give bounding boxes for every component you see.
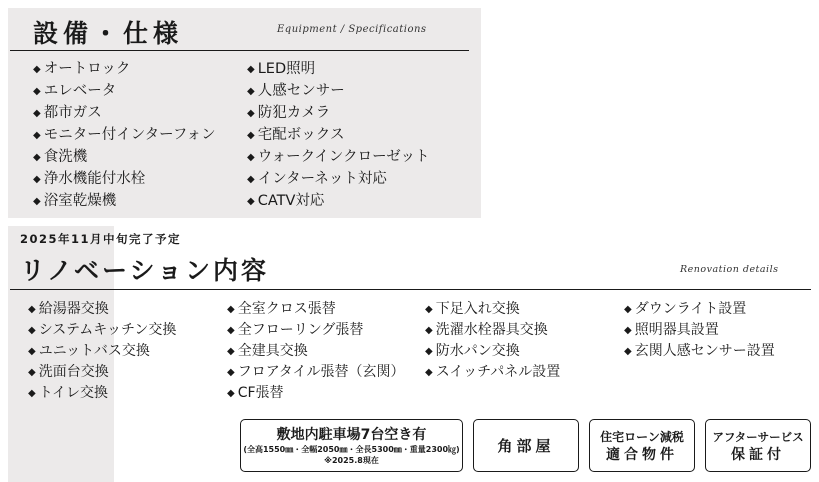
renovation-item-label: 洗面台交換 (38, 364, 109, 380)
renovation-item (425, 299, 560, 320)
bullet-icon: ◆ (227, 346, 235, 357)
loan-tax-badge-line1: 住宅ローン減税 (600, 429, 684, 444)
equipment-item (33, 102, 216, 124)
bullet-icon: ◆ (247, 196, 255, 207)
renovation-rule (10, 289, 811, 290)
bullet-icon: ◆ (33, 64, 41, 75)
bullet-icon: ◆ (247, 86, 255, 97)
renovation-item-label: 下足入れ交換 (435, 301, 520, 317)
renovation-item (227, 299, 404, 320)
equipment-item (247, 190, 430, 212)
renovation-item (28, 383, 176, 404)
renovation-item-label: 全室クロス張替 (237, 301, 336, 317)
equipment-item (33, 80, 216, 102)
renovation-item-label: 全建具交換 (237, 343, 308, 359)
bullet-icon: ◆ (227, 325, 235, 336)
renovation-item (425, 341, 560, 362)
equipment-item (33, 58, 216, 80)
equipment-item (247, 124, 430, 146)
renovation-item-label: 給湯器交換 (38, 301, 109, 317)
bullet-icon: ◆ (33, 196, 41, 207)
parking-badge-title: 敷地内駐車場7台空き有 (276, 426, 427, 443)
renovation-item-label: ユニットバス交換 (38, 343, 150, 359)
equipment-item-label: インターネット対応 (257, 171, 387, 187)
bullet-icon: ◆ (247, 64, 255, 75)
renovation-item-label: 全フローリング張替 (237, 322, 364, 338)
renovation-list-3 (425, 299, 560, 383)
renovation-item-label: システムキッチン交換 (38, 322, 177, 338)
renovation-item-label: 防水パン交換 (435, 343, 520, 359)
equipment-item-label: LED照明 (257, 61, 316, 77)
parking-badge-note: ※2025.8現在 (324, 455, 379, 465)
after-service-badge-line2: 保証付 (731, 446, 785, 463)
parking-badge-dimensions: (全高1550㎜・全幅2050㎜・全長5300㎜・重量2300㎏) (243, 444, 460, 454)
bullet-icon: ◆ (33, 130, 41, 141)
renovation-item (425, 362, 560, 383)
equipment-item-label: 食洗機 (43, 149, 88, 165)
loan-tax-badge (589, 419, 695, 472)
bullet-icon: ◆ (227, 367, 235, 378)
bullet-icon: ◆ (33, 108, 41, 119)
renovation-title: リノベーション内容 (20, 256, 270, 285)
equipment-item (247, 168, 430, 190)
renovation-item (227, 341, 404, 362)
equipment-item (247, 80, 430, 102)
renovation-list-1 (28, 299, 176, 404)
after-service-badge (705, 419, 811, 472)
bullet-icon: ◆ (227, 304, 235, 315)
renovation-item-label: フロアタイル張替（玄関） (237, 364, 405, 380)
parking-badge (240, 419, 463, 472)
equipment-item-label: 都市ガス (43, 105, 102, 121)
renovation-item-label: スイッチパネル設置 (435, 364, 561, 380)
renovation-item-label: ダウンライト設置 (634, 301, 747, 317)
equipment-item (33, 190, 216, 212)
bullet-icon: ◆ (33, 174, 41, 185)
renovation-list-4 (624, 299, 775, 362)
bullet-icon: ◆ (247, 174, 255, 185)
loan-tax-badge-line2: 適合物件 (606, 446, 678, 463)
bullet-icon: ◆ (425, 346, 433, 357)
renovation-item-label: トイレ交換 (38, 385, 109, 401)
equipment-list-left (33, 58, 216, 212)
equipment-item (247, 102, 430, 124)
equipment-title: 設備・仕様 (33, 19, 184, 48)
renovation-item (624, 341, 775, 362)
equipment-item-label: ウォークインクローゼット (257, 149, 430, 165)
equipment-item (247, 58, 430, 80)
equipment-item-label: 防犯カメラ (257, 105, 331, 121)
equipment-item-label: モニター付インターフォン (43, 127, 216, 143)
equipment-item-label: 宅配ボックス (257, 127, 345, 143)
bullet-icon: ◆ (425, 304, 433, 315)
renovation-item (28, 362, 176, 383)
bullet-icon: ◆ (28, 325, 36, 336)
corner-room-badge-label: 角部屋 (497, 436, 555, 455)
renovation-list-2 (227, 299, 404, 404)
bullet-icon: ◆ (28, 346, 36, 357)
renovation-item-label: 洗濯水栓器具交換 (435, 322, 548, 338)
equipment-item-label: 人感センサー (257, 83, 345, 99)
bullet-icon: ◆ (33, 86, 41, 97)
bullet-icon: ◆ (624, 346, 632, 357)
renovation-item (227, 383, 404, 404)
renovation-item (227, 362, 404, 383)
bullet-icon: ◆ (247, 108, 255, 119)
renovation-item-label: 照明器具設置 (634, 322, 719, 338)
renovation-item (28, 341, 176, 362)
corner-room-badge (473, 419, 579, 472)
equipment-subtitle: Equipment / Specifications (277, 24, 427, 35)
renovation-item (227, 320, 404, 341)
equipment-item (33, 124, 216, 146)
bullet-icon: ◆ (227, 388, 235, 399)
bullet-icon: ◆ (33, 152, 41, 163)
bullet-icon: ◆ (624, 325, 632, 336)
equipment-rule (10, 50, 469, 51)
equipment-item-label: オートロック (43, 61, 131, 77)
bullet-icon: ◆ (425, 325, 433, 336)
renovation-item (28, 320, 176, 341)
renovation-subtitle: Renovation details (680, 264, 779, 275)
renovation-item-label: 玄関人感センサー設置 (634, 343, 775, 359)
renovation-item (624, 299, 775, 320)
equipment-item (33, 168, 216, 190)
bullet-icon: ◆ (28, 367, 36, 378)
equipment-item-label: CATV対応 (257, 193, 325, 209)
bullet-icon: ◆ (28, 304, 36, 315)
equipment-list-right (247, 58, 430, 212)
completion-date: 2025年11月中旬完了予定 (20, 232, 182, 246)
after-service-badge-line1: アフターサービス (712, 429, 804, 444)
equipment-item-label: 浴室乾燥機 (43, 193, 117, 209)
renovation-item-label: CF張替 (237, 385, 284, 401)
renovation-item (624, 320, 775, 341)
renovation-item (28, 299, 176, 320)
equipment-item (33, 146, 216, 168)
bullet-icon: ◆ (28, 388, 36, 399)
bullet-icon: ◆ (624, 304, 632, 315)
bullet-icon: ◆ (247, 130, 255, 141)
renovation-item (425, 320, 560, 341)
equipment-item-label: 浄水機能付水栓 (43, 171, 146, 187)
bullet-icon: ◆ (247, 152, 255, 163)
equipment-item (247, 146, 430, 168)
bullet-icon: ◆ (425, 367, 433, 378)
equipment-item-label: エレベータ (43, 83, 117, 99)
